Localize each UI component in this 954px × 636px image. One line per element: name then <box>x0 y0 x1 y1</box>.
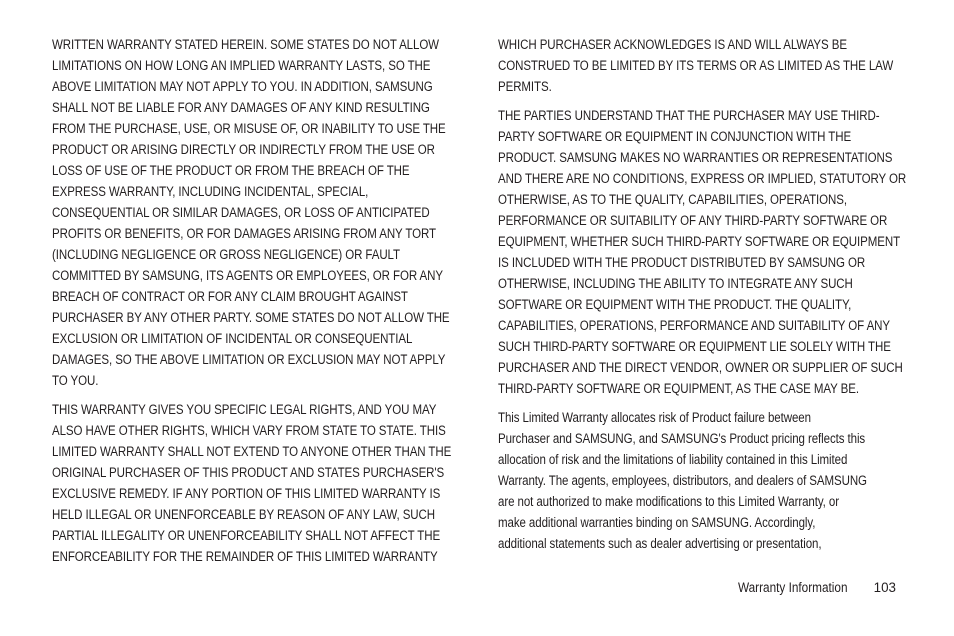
text-line: PRODUCT OR ARISING DIRECTLY OR INDIRECTLY FROM THE USE OR <box>52 142 435 157</box>
text-line: PERFORMANCE OR SUITABILITY OF ANY THIRD-PARTY SOFTWARE OR <box>498 213 888 228</box>
text-line: CONSTRUED TO BE LIMITED BY ITS TERMS OR AS LIMITED AS THE LAW <box>498 58 894 73</box>
text-line: are not authorized to make modifications to this Limited Warranty, or <box>498 494 839 509</box>
text-line: PRODUCT. SAMSUNG MAKES NO WARRANTIES OR REPRESENTATIONS <box>498 150 893 165</box>
text-line: SOFTWARE OR EQUIPMENT WITH THE PRODUCT. THE QUALITY, <box>498 297 852 312</box>
text-line: This Limited Warranty allocates risk of Product failure between <box>498 410 811 425</box>
text-line: WRITTEN WARRANTY STATED HEREIN. SOME STATES DO NOT ALLOW <box>52 37 439 52</box>
page-footer <box>0 578 954 600</box>
text-line: PURCHASER AND THE DIRECT VENDOR, OWNER OR SUPPLIER OF SUCH <box>498 360 903 375</box>
text-line: LOSS OF USE OF THE PRODUCT OR FROM THE BREACH OF THE <box>52 163 410 178</box>
paragraph-limitation-of-liability <box>52 34 449 391</box>
text-line: CAPABILITIES, OPERATIONS, PERFORMANCE AND SUITABILITY OF ANY <box>498 318 891 333</box>
text-line: WHICH PURCHASER ACKNOWLEDGES IS AND WILL ALWAYS BE <box>498 37 847 52</box>
text-line: SUCH THIRD-PARTY SOFTWARE OR EQUIPMENT LIE SOLELY WITH THE <box>498 339 891 354</box>
text-line: TO YOU. <box>52 373 99 388</box>
text-line: ORIGINAL PURCHASER OF THIS PRODUCT AND STATES PURCHASER'S <box>52 465 445 480</box>
text-line: EXCLUSION OR LIMITATION OF INCIDENTAL OR CONSEQUENTIAL <box>52 331 413 346</box>
text-line: CONSEQUENTIAL OR SIMILAR DAMAGES, OR LOSS OF ANTICIPATED <box>52 205 430 220</box>
text-line: allocation of risk and the limitations of liability contained in this Limited <box>498 452 848 467</box>
text-line: EXCLUSIVE REMEDY. IF ANY PORTION OF THIS LIMITED WARRANTY IS <box>52 486 441 501</box>
paragraph-purchaser-acknowledgement <box>498 34 895 97</box>
right-column <box>498 34 907 562</box>
text-line: HELD ILLEGAL OR UNENFORCEABLE BY REASON OF ANY LAW, SUCH <box>52 507 436 522</box>
text-line: THE PARTIES UNDERSTAND THAT THE PURCHASER MAY USE THIRD- <box>498 108 880 123</box>
paragraph-third-party-software <box>498 105 907 399</box>
text-line: EXPRESS WARRANTY, INCLUDING INCIDENTAL, SPECIAL, <box>52 184 369 199</box>
text-line: OTHERWISE, INCLUDING THE ABILITY TO INTEGRATE ANY SUCH <box>498 276 853 291</box>
text-line: PERMITS. <box>498 79 552 94</box>
text-line: (INCLUDING NEGLIGENCE OR GROSS NEGLIGENCE) OR FAULT <box>52 247 400 262</box>
text-line: PROFITS OR BENEFITS, OR FOR DAMAGES ARISING FROM ANY TORT <box>52 226 436 241</box>
text-line: BREACH OF CONTRACT OR FOR ANY CLAIM BROUGHT AGAINST <box>52 289 408 304</box>
text-line: ALSO HAVE OTHER RIGHTS, WHICH VARY FROM STATE TO STATE. THIS <box>52 423 446 438</box>
text-line: LIMITATIONS ON HOW LONG AN IMPLIED WARRANTY LASTS, SO THE <box>52 58 431 73</box>
text-line: COMMITTED BY SAMSUNG, ITS AGENTS OR EMPLOYEES, OR FOR ANY <box>52 268 443 283</box>
text-line: EQUIPMENT, WHETHER SUCH THIRD-PARTY SOFTWARE OR EQUIPMENT <box>498 234 901 249</box>
footer-section-label: Warranty Information <box>738 580 848 595</box>
paragraph-risk-allocation <box>498 407 895 554</box>
text-line: THIRD-PARTY SOFTWARE OR EQUIPMENT, AS THE CASE MAY BE. <box>498 381 859 396</box>
text-line: Warranty. The agents, employees, distributors, and dealers of SAMSUNG <box>498 473 867 488</box>
text-line: THIS WARRANTY GIVES YOU SPECIFIC LEGAL RIGHTS, AND YOU MAY <box>52 402 437 417</box>
text-line: ABOVE LIMITATION MAY NOT APPLY TO YOU. IN ADDITION, SAMSUNG <box>52 79 433 94</box>
text-line: FROM THE PURCHASE, USE, OR MISUSE OF, OR INABILITY TO USE THE <box>52 121 446 136</box>
text-line: PURCHASER BY ANY OTHER PARTY. SOME STATES DO NOT ALLOW THE <box>52 310 450 325</box>
page-number: 103 <box>873 580 896 595</box>
paragraph-legal-rights <box>52 399 452 567</box>
text-line: Purchaser and SAMSUNG, and SAMSUNG's Product pricing reflects this <box>498 431 866 446</box>
text-line: additional statements such as dealer advertising or presentation, <box>498 536 822 551</box>
text-line: IS INCLUDED WITH THE PRODUCT DISTRIBUTED BY SAMSUNG OR <box>498 255 866 270</box>
text-line: SHALL NOT BE LIABLE FOR ANY DAMAGES OF ANY KIND RESULTING <box>52 100 430 115</box>
left-column <box>52 34 452 575</box>
text-line: make additional warranties binding on SAMSUNG. Accordingly, <box>498 515 816 530</box>
text-line: LIMITED WARRANTY SHALL NOT EXTEND TO ANYONE OTHER THAN THE <box>52 444 452 459</box>
text-line: PARTIAL ILLEGALITY OR UNENFORCEABILITY SHALL NOT AFFECT THE <box>52 528 441 543</box>
text-line: DAMAGES, SO THE ABOVE LIMITATION OR EXCLUSION MAY NOT APPLY <box>52 352 446 367</box>
text-line: ENFORCEABILITY FOR THE REMAINDER OF THIS LIMITED WARRANTY <box>52 549 438 564</box>
text-line: OTHERWISE, AS TO THE QUALITY, CAPABILITIES, OPERATIONS, <box>498 192 847 207</box>
text-line: PARTY SOFTWARE OR EQUIPMENT IN CONJUNCTION WITH THE <box>498 129 852 144</box>
text-line: AND THERE ARE NO CONDITIONS, EXPRESS OR IMPLIED, STATUTORY OR <box>498 171 907 186</box>
